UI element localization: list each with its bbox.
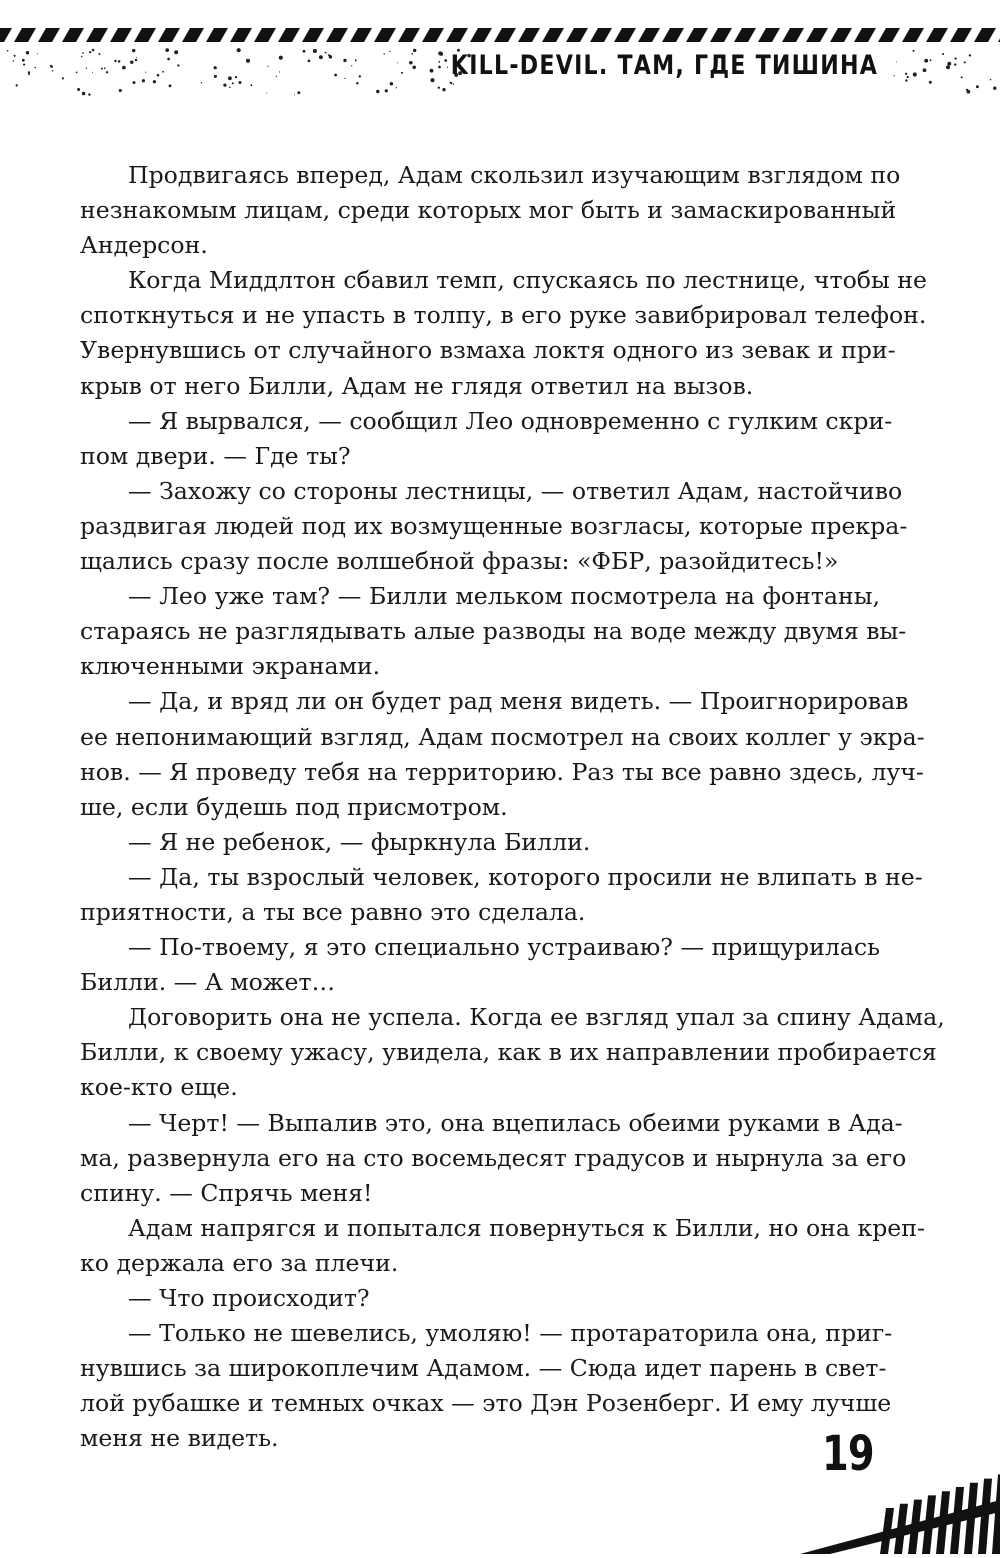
speckle <box>930 59 932 61</box>
speckle <box>118 60 121 63</box>
speckle <box>89 51 91 53</box>
speckle <box>351 65 352 66</box>
text-line: — Я вырвался, — сообщил Лео одновременно с гулким скри- <box>128 406 893 435</box>
stripe-mark <box>134 28 156 42</box>
stripe-mark <box>806 28 828 42</box>
speckle <box>344 78 345 79</box>
stripe-mark <box>662 28 684 42</box>
stripe-mark <box>830 28 852 42</box>
speckle <box>82 92 86 96</box>
stripe-mark <box>14 28 36 42</box>
speckle <box>76 72 78 74</box>
speckle <box>153 80 156 83</box>
text-line: незнакомым лицам, среди которых мог быть и замаскированный <box>80 196 897 225</box>
stripe-mark <box>206 28 228 42</box>
text-line: ключенными экранами. <box>80 652 381 681</box>
speckle <box>228 76 232 80</box>
stripe-mark <box>854 28 876 42</box>
text-line: стараясь не разглядывать алые разводы на воде между двумя вы- <box>80 617 907 646</box>
speckle <box>130 60 133 63</box>
speckle <box>238 81 241 84</box>
text-line: нувшись за широкоплечим Адамом. — Сюда идет парень в свет- <box>80 1354 887 1383</box>
text-line: Когда Миддлтон сбавил темп, спускаясь по лестнице, чтобы не <box>128 266 927 295</box>
speckle <box>438 86 440 88</box>
stripe-mark <box>686 28 708 42</box>
speckle <box>77 88 80 91</box>
stripe-mark <box>734 28 756 42</box>
stripe-mark <box>38 28 60 42</box>
speckle <box>313 49 317 53</box>
speckle <box>92 72 93 73</box>
speckle <box>954 63 956 65</box>
speckle <box>114 60 116 62</box>
speckle <box>214 75 217 78</box>
speckle <box>359 75 361 77</box>
speckle <box>34 67 36 69</box>
speckle <box>969 54 971 56</box>
stripe-mark <box>566 28 588 42</box>
stripe-mark <box>422 28 444 42</box>
speckle <box>449 82 451 84</box>
speckle <box>119 89 122 92</box>
stripe-mark <box>878 28 900 42</box>
stripe-mark <box>278 28 300 42</box>
text-line: пом двери. — Где ты? <box>80 441 351 470</box>
text-line: щались сразу после волшебной фразы: «ФБР, разойдитесь!» <box>80 547 839 576</box>
speckle <box>13 60 14 61</box>
text-line: — Да, ты взрослый человек, которого просили не влипать в не- <box>128 862 923 891</box>
speckle <box>237 48 241 52</box>
speckle <box>397 62 398 63</box>
speckle <box>430 78 434 82</box>
speckle <box>223 83 226 86</box>
speckle <box>976 85 979 88</box>
stripe-mark <box>230 28 252 42</box>
speckle <box>947 62 951 66</box>
speckle <box>385 89 388 92</box>
speckle <box>157 74 160 77</box>
stripe-mark <box>254 28 276 42</box>
speckle <box>92 49 95 52</box>
speckle <box>344 60 346 62</box>
text-line: меня не видеть. <box>80 1424 279 1453</box>
speckle <box>88 93 90 95</box>
text-line: — Да, и вряд ли он будет рад меня видеть. — Проигнорировав <box>128 687 909 716</box>
stripe-mark <box>326 28 348 42</box>
speckle <box>356 82 358 84</box>
speckle <box>913 50 915 52</box>
speckle <box>174 50 178 54</box>
speckle <box>98 53 100 55</box>
stripe-mark <box>470 28 492 42</box>
speckle <box>276 76 277 77</box>
text-line: ше, если будешь под присмотром. <box>80 792 508 821</box>
speckle <box>905 73 907 75</box>
stripe-mark <box>182 28 204 42</box>
speckle <box>16 84 18 86</box>
speckle <box>334 74 337 77</box>
text-line: Билли, к своему ужасу, увидела, как в их направлении пробирается <box>80 1038 937 1067</box>
text-line: ее непонимающий взгляд, Адам посмотрел на своих коллег у экра- <box>80 722 925 751</box>
stripe-mark <box>590 28 612 42</box>
speckle <box>444 59 447 62</box>
speckle <box>201 82 202 83</box>
speckle <box>81 56 82 57</box>
stripe-mark <box>782 28 804 42</box>
speckle <box>355 59 357 61</box>
page-number: 19 <box>822 1426 874 1482</box>
footer-stripe-mark <box>992 1474 1000 1554</box>
speckle <box>409 61 413 65</box>
text-line: — Лео уже там? — Билли мельком посмотрела на фонтаны, <box>128 582 880 611</box>
speckle <box>413 49 416 52</box>
stripe-mark <box>374 28 396 42</box>
speckle <box>169 84 172 87</box>
stripe-mark <box>398 28 420 42</box>
speckle <box>453 83 454 84</box>
stripe-mark <box>950 28 972 42</box>
stripe-mark <box>518 28 540 42</box>
speckle <box>955 57 957 59</box>
speckle <box>229 87 231 89</box>
speckle <box>328 54 330 56</box>
speckle <box>896 61 897 62</box>
text-line: нов. — Я проведу тебя на территорию. Раз ты все равно здесь, луч- <box>80 757 924 786</box>
speckle <box>396 87 397 88</box>
speckle <box>23 64 25 66</box>
speckle <box>294 94 295 95</box>
text-line: Андерсон. <box>80 231 208 260</box>
speckle <box>907 76 909 78</box>
speckle <box>145 72 146 73</box>
text-line: Продвигаясь вперед, Адам скользил изучающим взглядом по <box>128 161 901 189</box>
text-line: — Только не шевелись, умоляю! — протараторила она, приг- <box>128 1319 893 1348</box>
speckle <box>232 82 234 84</box>
speckle <box>22 59 25 62</box>
speckle <box>279 71 280 72</box>
speckle <box>136 57 137 58</box>
speckle <box>52 70 54 72</box>
speckle <box>893 75 894 76</box>
speckle <box>964 61 966 63</box>
stripe-mark <box>926 28 948 42</box>
text-line: Договорить она не успела. Когда ее взгляд упал за спину Адама, <box>128 1003 945 1032</box>
speckle <box>447 66 448 67</box>
speckle <box>438 61 440 63</box>
speckle <box>177 64 179 66</box>
stripe-mark <box>638 28 660 42</box>
stripe-mark <box>614 28 636 42</box>
speckle <box>389 51 390 52</box>
speckle <box>214 66 217 69</box>
speckle <box>133 81 136 84</box>
speckle <box>430 69 434 73</box>
speckle <box>297 91 300 94</box>
speckle <box>82 52 84 54</box>
text-line: споткнуться и не упасть в толпу, в его руке завибрировал телефон. <box>80 301 927 330</box>
speckle <box>135 59 137 61</box>
text-line: — Черт! — Выпалив это, она вцепилась обеими руками в Ада- <box>128 1108 903 1137</box>
speckle <box>929 81 932 84</box>
body-text <box>80 158 945 1456</box>
speckle <box>266 92 267 93</box>
speckle <box>308 60 311 63</box>
text-line: ко держала его за плечи. <box>80 1248 399 1277</box>
text-line: — По-твоему, я это специально устраиваю? — прищурилась <box>128 933 880 962</box>
text-line: спину. — Спрячь меня! <box>80 1178 373 1207</box>
text-line: крыв от него Билли, Адам не глядя ответил на вызов. <box>80 371 754 400</box>
speckle <box>923 68 927 72</box>
speckle <box>993 87 996 90</box>
speckle <box>250 84 252 86</box>
speckle <box>325 52 327 54</box>
speckle <box>142 79 145 82</box>
stripe-mark <box>902 28 924 42</box>
speckle <box>26 51 29 54</box>
speckle <box>990 79 992 81</box>
speckle <box>50 65 52 67</box>
speckle <box>924 59 928 63</box>
speckle <box>122 66 126 70</box>
text-line: — Я не ребенок, — фыркнула Билли. <box>128 827 591 856</box>
speckle <box>14 55 16 57</box>
speckle <box>235 76 237 78</box>
text-line: — Что происходит? <box>128 1284 370 1312</box>
speckle <box>942 53 944 55</box>
speckle <box>966 89 968 91</box>
stripe-mark <box>158 28 180 42</box>
speckle <box>101 68 103 70</box>
stripe-mark <box>974 28 996 42</box>
stripe-mark <box>494 28 516 42</box>
running-header-title: KILL-DEVIL. ТАМ, ГДЕ ТИШИНА <box>450 50 878 81</box>
stripe-mark <box>542 28 564 42</box>
speckle <box>438 66 441 69</box>
text-line: лой рубашке и темных очках — это Дэн Розенберг. И ему лучше <box>80 1389 892 1418</box>
speckle <box>412 66 416 70</box>
text-line: Билли. — А может… <box>80 968 336 997</box>
speckle <box>442 88 445 91</box>
speckle <box>37 53 38 54</box>
speckle <box>7 50 9 52</box>
speckle <box>104 67 106 69</box>
stripe-mark <box>0 28 12 42</box>
stripe-mark <box>110 28 132 42</box>
speckle <box>246 59 250 63</box>
speckle <box>383 53 384 54</box>
text-line: Увернувшись от случайного взмаха локтя одного из зевак и при- <box>80 336 896 365</box>
speckle <box>376 90 379 93</box>
speckle <box>28 71 30 73</box>
text-line: Адам напрягся и попытался повернуться к Билли, но она креп- <box>128 1213 925 1242</box>
speckle <box>162 71 164 73</box>
speckle <box>167 58 170 61</box>
speckle <box>411 53 413 55</box>
speckle <box>319 55 323 59</box>
speckle <box>165 48 169 52</box>
speckle <box>390 82 394 86</box>
speckle <box>279 56 283 60</box>
stripe-mark <box>758 28 780 42</box>
speckle <box>946 65 950 69</box>
speckle <box>303 50 306 53</box>
text-line: кое-кто еще. <box>80 1073 238 1102</box>
text-line: раздвигая людей под их возмущенные возгласы, которые прекра- <box>80 511 908 540</box>
speckle <box>106 71 108 73</box>
speckle <box>86 68 87 69</box>
stripe-mark <box>62 28 84 42</box>
speckle <box>267 66 268 67</box>
speckle <box>905 79 907 81</box>
stripe-mark <box>446 28 468 42</box>
speckle <box>132 49 135 52</box>
speckle <box>439 52 443 56</box>
text-line: ма, развернула его на сто восемьдесят градусов и нырнула за его <box>80 1143 907 1172</box>
stripe-mark <box>86 28 108 42</box>
stripe-mark <box>350 28 372 42</box>
stripe-mark <box>710 28 732 42</box>
header-band <box>0 0 1000 110</box>
speckle <box>913 72 917 76</box>
text-line: — Захожу со стороны лестницы, — ответил Адам, настойчиво <box>128 476 903 505</box>
speckle <box>62 77 64 79</box>
text-line: приятности, а ты все равно это сделала. <box>80 897 586 926</box>
speckle <box>401 72 403 74</box>
speckle <box>961 76 963 78</box>
stripe-mark <box>302 28 324 42</box>
